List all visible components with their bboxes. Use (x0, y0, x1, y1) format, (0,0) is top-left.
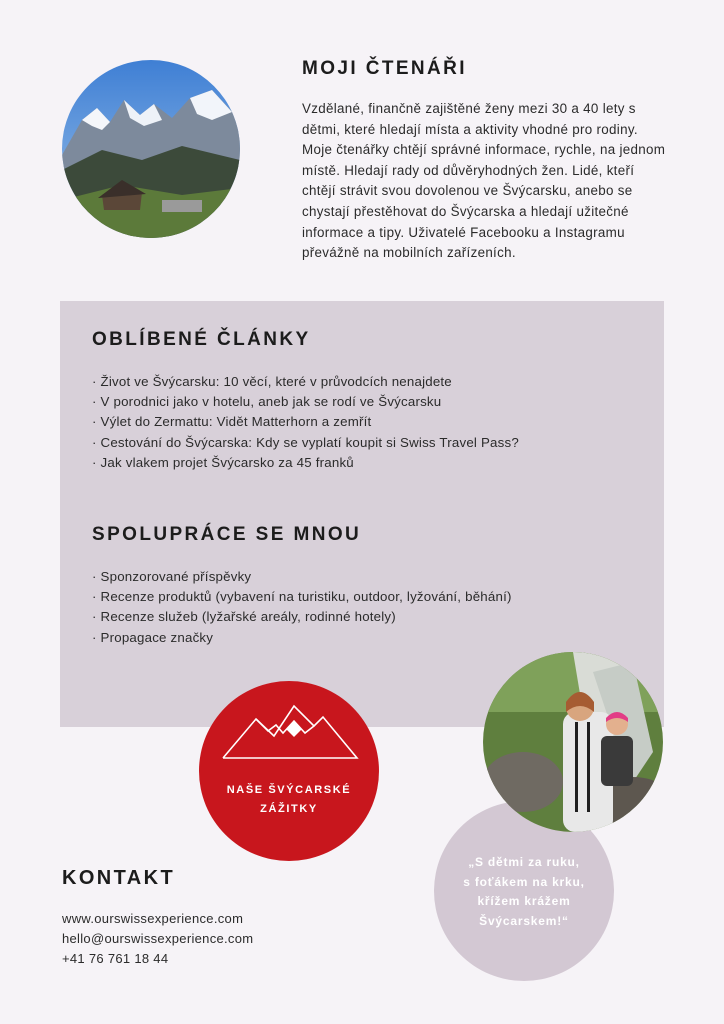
article-link[interactable]: · V porodnici jako v hotelu, aneb jak se rodí ve Švýcarsku (92, 392, 519, 412)
list-item: · Recenze produktů (vybavení na turistiku, outdoor, lyžování, běhání) (92, 587, 512, 607)
collab-title: SPOLUPRÁCE SE MNOU (92, 524, 362, 545)
mountain-photo (62, 60, 240, 238)
collab-list (92, 567, 512, 648)
contact-title: KONTAKT (62, 867, 176, 889)
readers-title: MOJI ČTENÁŘI (302, 58, 467, 79)
logo-text: NAŠE ŠVÝCARSKÉ ZÁŽITKY (226, 784, 352, 815)
article-link[interactable]: · Jak vlakem projet Švýcarsko za 45 franků (92, 453, 519, 473)
articles-list (92, 372, 519, 473)
mountain-logo-icon (199, 681, 379, 861)
list-item: · Propagace značky (92, 628, 512, 648)
quote-text: „S dětmi za ruku, s foťákem na krku, křížem krážem Švýcarskem!“ (463, 855, 585, 928)
family-photo (483, 652, 663, 832)
website-link[interactable]: www.ourswissexperience.com (62, 911, 244, 926)
brand-logo (199, 681, 379, 861)
readers-description: Vzdělané, finančně zajištěné ženy mezi 30 a 40 lety s dětmi, které hledají místa a aktivity vhodné pro rodiny. Moje čtenářky chtějí správné informace, rychle, na jednom místě. Hledají rady od důvěryhodných žen. Lidé, kteří chtějí strávit svou dovolenou ve Švýcarsku, anebo se chystají přestěhovat do Švýcarska a hledají užitečné informace a tipy. Uživatelé Facebooku a Instagramu převážně na mobilních zařízeních. (302, 101, 666, 261)
article-link[interactable]: · Život ve Švýcarsku: 10 věcí, které v průvodcích nenajdete (92, 372, 519, 392)
article-link[interactable]: · Cestování do Švýcarska: Kdy se vyplatí koupit si Swiss Travel Pass? (92, 433, 519, 453)
contact-details (62, 909, 253, 970)
list-item: · Recenze služeb (lyžařské areály, rodinné hotely) (92, 607, 512, 627)
phone-number[interactable]: +41 76 761 18 44 (62, 951, 169, 967)
email-link[interactable]: hello@ourswissexperience.com (62, 931, 254, 947)
articles-title: OBLÍBENÉ ČLÁNKY (92, 329, 311, 350)
article-link[interactable]: · Výlet do Zermattu: Vidět Matterhorn a zemřít (92, 412, 519, 432)
list-item: · Sponzorované příspěvky (92, 567, 512, 587)
